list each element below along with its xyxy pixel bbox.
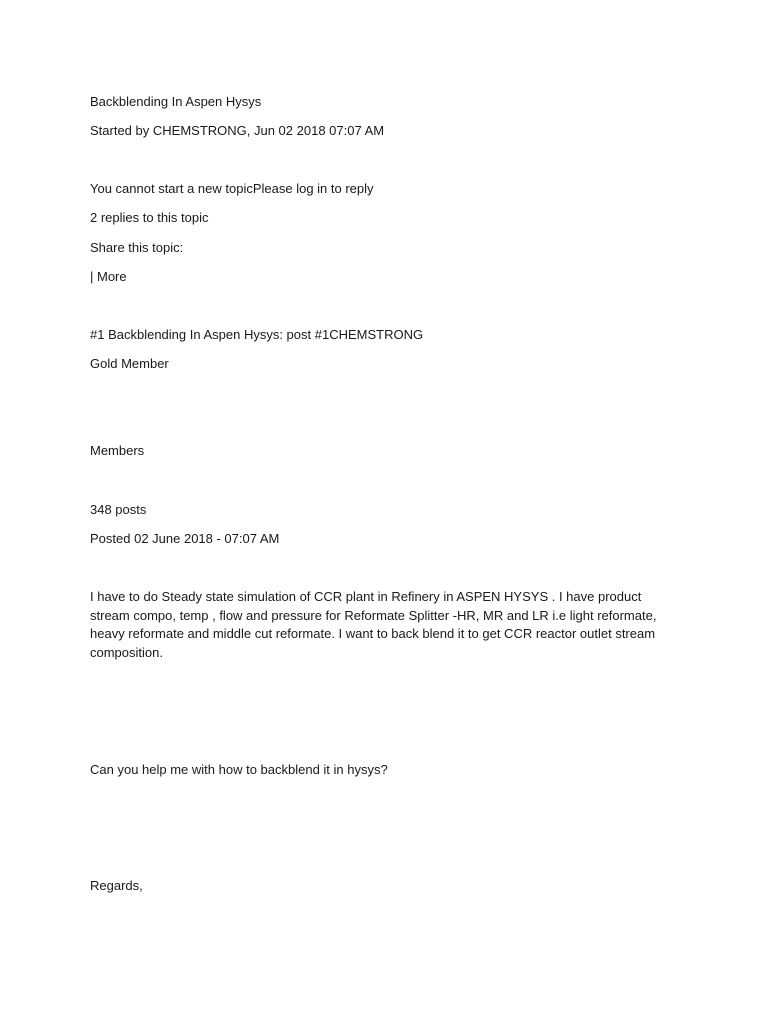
post-signoff: Regards, <box>90 878 143 893</box>
more-link[interactable]: | More <box>90 269 127 284</box>
replies-count: 2 replies to this topic <box>90 210 209 225</box>
topic-started-by: Started by CHEMSTRONG, Jun 02 2018 07:07 AM <box>90 123 385 138</box>
share-label: Share this topic: <box>90 240 184 255</box>
member-group: Members <box>90 443 145 458</box>
post-count: 348 posts <box>90 502 147 517</box>
post-body-paragraph: I have to do Steady state simulation of CCR plant in Refinery in ASPEN HYSYS . I have product stream compo, temp , flow and pressure for Reformate Splitter -HR, MR and LR i.e light reformate, heavy reformate and middle cut reformate. I want to back blend it to get CCR reactor outlet stream composition. <box>90 589 657 660</box>
member-rank: Gold Member <box>90 356 169 371</box>
cannot-start-notice: You cannot start a new topicPlease log in to reply <box>90 181 374 196</box>
post-header: #1 Backblending In Aspen Hysys: post #1CHEMSTRONG <box>90 327 424 342</box>
topic-title: Backblending In Aspen Hysys <box>90 94 262 109</box>
posted-date: Posted 02 June 2018 - 07:07 AM <box>90 531 280 546</box>
post-question: Can you help me with how to backblend it in hysys? <box>90 762 388 777</box>
